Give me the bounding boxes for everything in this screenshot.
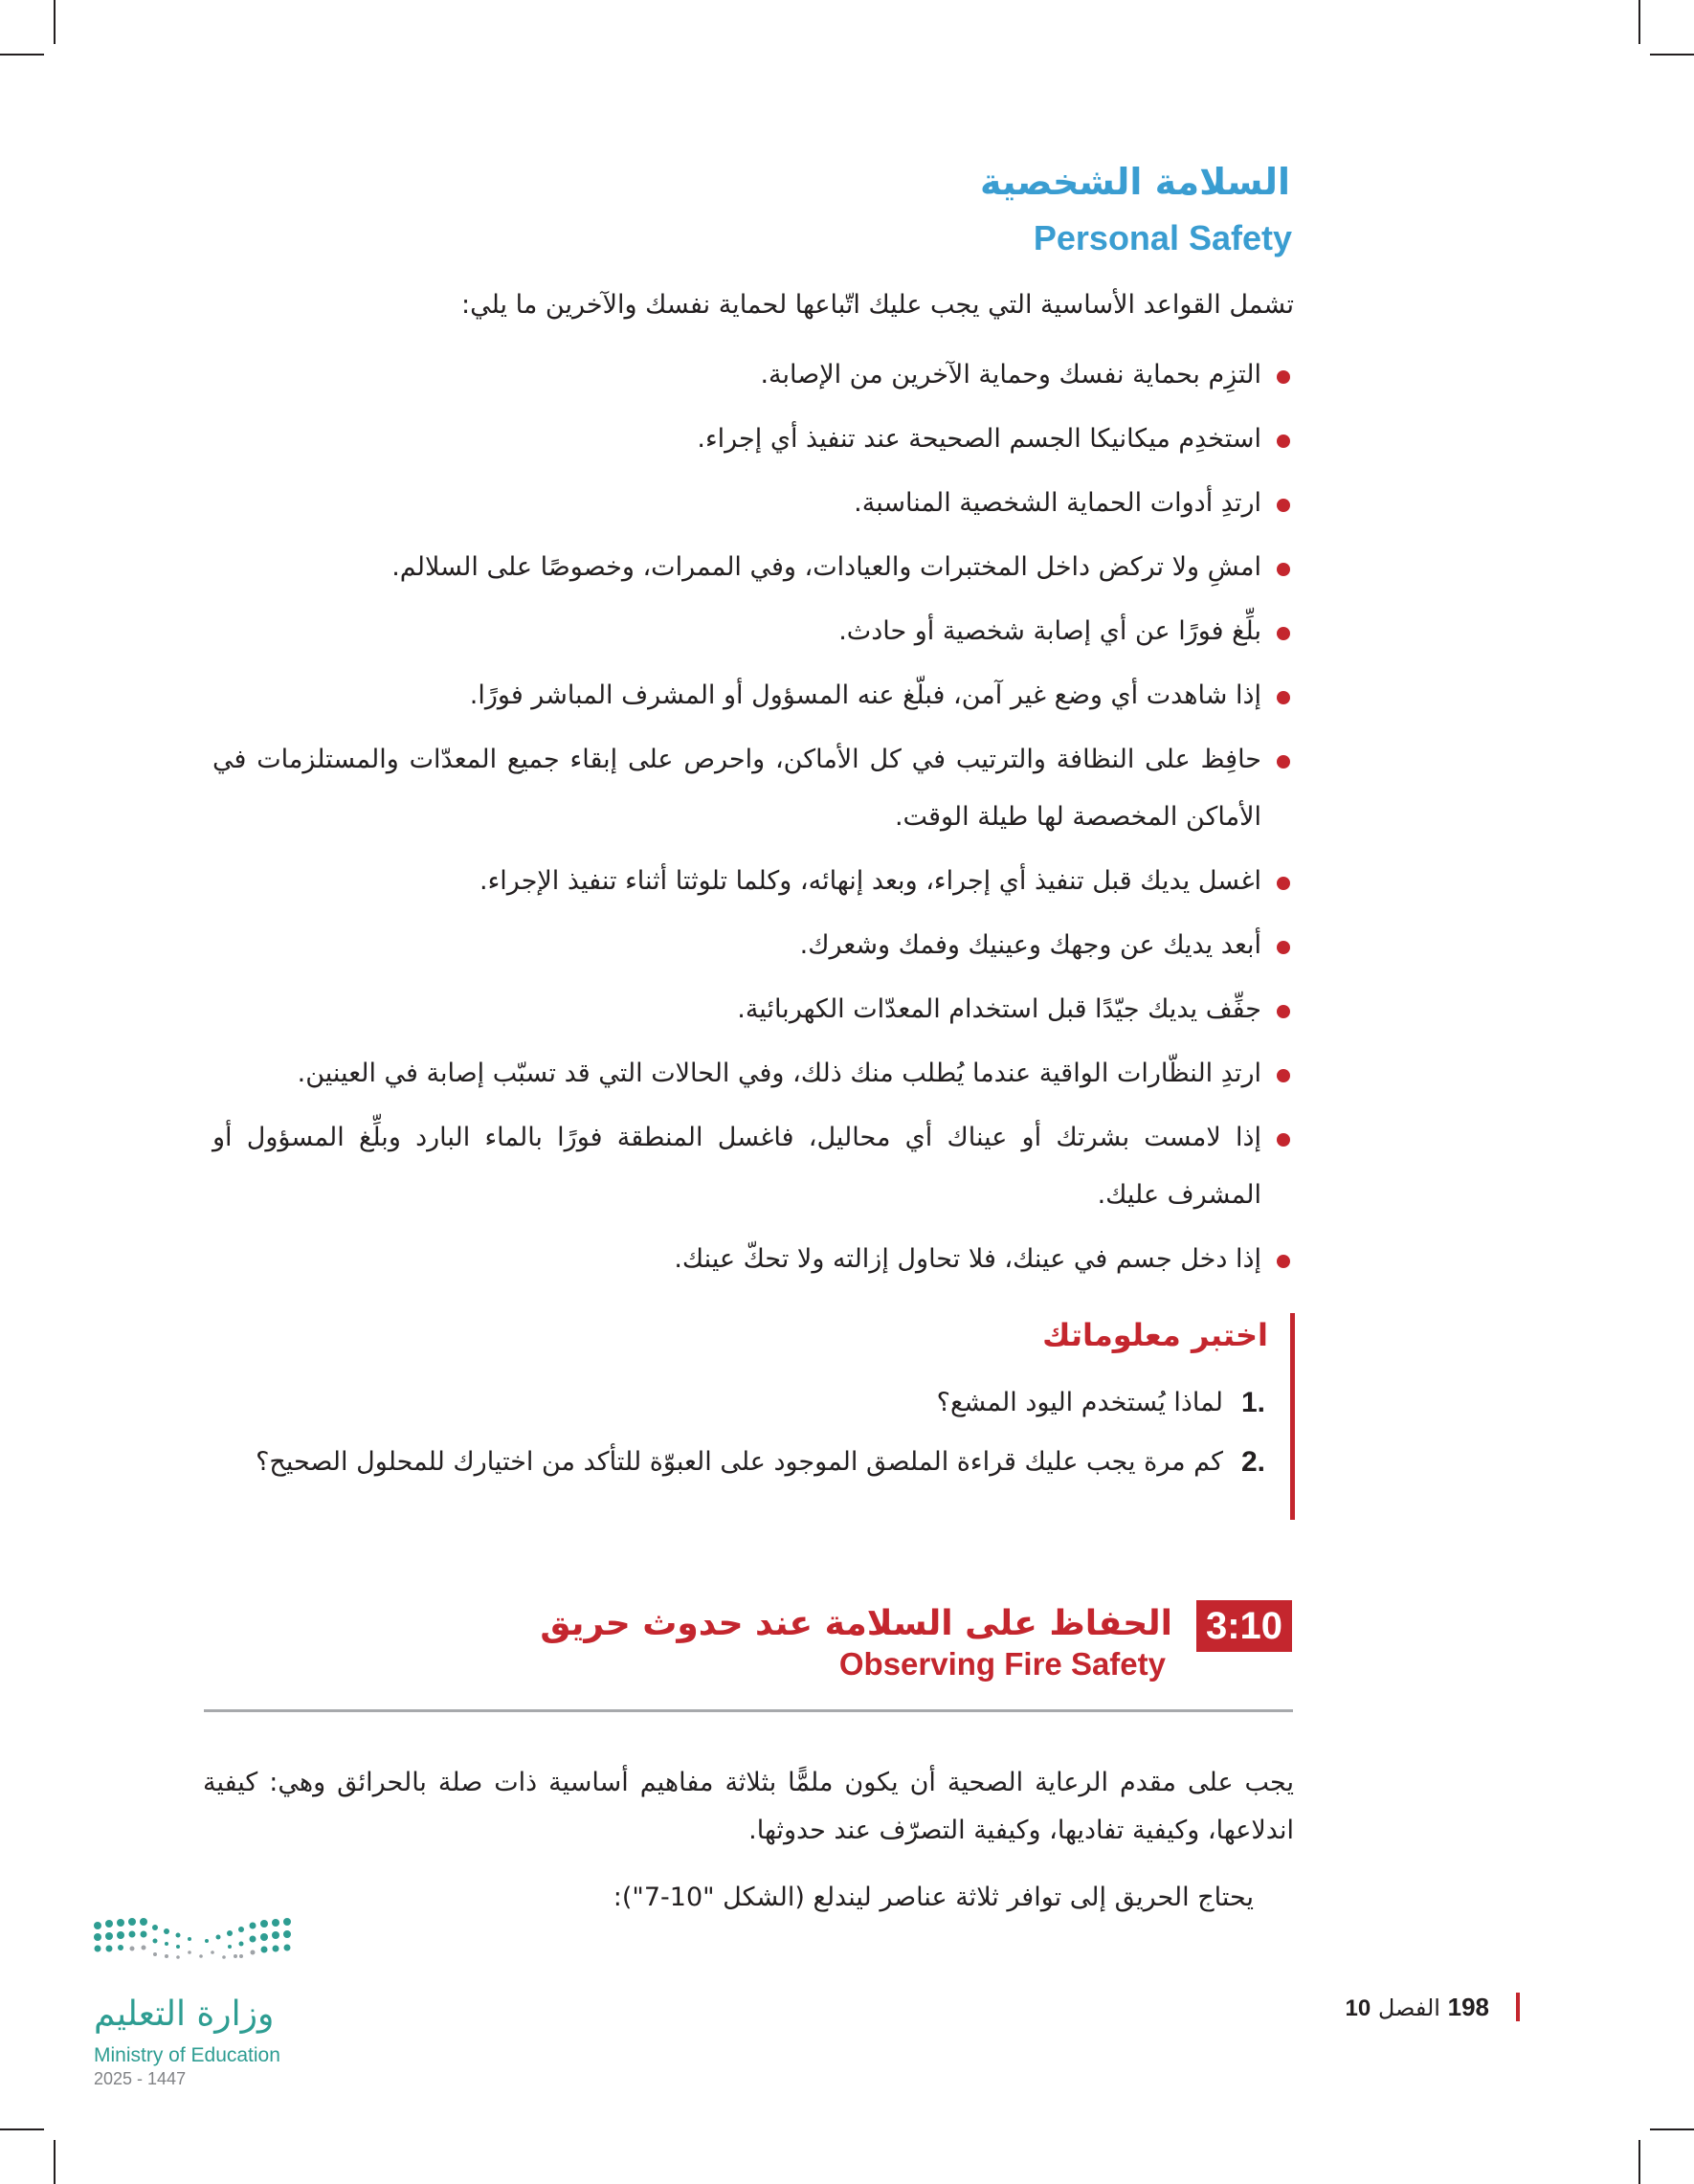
list-item-text: إذا لامست بشرتك أو عيناك أي محاليل، فاغسل المنطقة فورًا بالماء البارد وبلِّغ المسؤول أو المشرف عليك. — [212, 1123, 1261, 1210]
bullet-icon — [1277, 435, 1290, 448]
bullet-icon — [1277, 941, 1290, 954]
bullet-icon — [1277, 563, 1290, 576]
bullet-icon — [1277, 755, 1290, 769]
list-item — [212, 917, 1294, 974]
list-item-text: اغسل يديك قبل تنفيذ أي إجراء، وبعد إنهائه، وكلما تلوثتا أثناء تنفيذ الإجراء. — [479, 866, 1261, 896]
list-item-text: أبعد يديك عن وجهك وعينيك وفمك وشعرك. — [799, 930, 1261, 960]
ministry-logo-icon — [92, 1914, 312, 2058]
section-title-english: Observing Fire Safety — [838, 1646, 1166, 1682]
crop-mark — [54, 0, 56, 44]
bullet-icon — [1277, 1255, 1290, 1268]
list-item — [212, 853, 1294, 910]
list-item-text: حافِظ على النظافة والترتيب في كل الأماكن، واحرص على إبقاء جميع المعدّات والمستلزمات في الأماكن المخصصة لها طيلة الوقت. — [212, 745, 1261, 832]
crop-mark — [54, 2140, 56, 2184]
folio-accent-bar — [1516, 1993, 1520, 2021]
quiz-question — [203, 1374, 1265, 1432]
list-item — [212, 981, 1294, 1038]
ministry-year: 2025 - 1447 — [94, 2069, 187, 2088]
bullet-icon — [1277, 877, 1290, 890]
list-item — [212, 1109, 1294, 1224]
bullet-icon — [1277, 1133, 1290, 1147]
bullet-icon — [1277, 370, 1290, 384]
list-item — [212, 1045, 1294, 1103]
list-item-text: جفِّف يديك جيّدًا قبل استخدام المعدّات الكهربائية. — [737, 994, 1261, 1024]
chapter-label: الفصل — [1377, 1995, 1440, 2021]
section-number-badge: 3:10 — [1196, 1600, 1292, 1652]
list-item — [212, 731, 1294, 846]
list-item-text: إذا دخل جسم في عينك، فلا تحاول إزالته ولا تحكّ عينك. — [674, 1244, 1261, 1274]
fire-paragraph: يجب على مقدم الرعاية الصحية أن يكون ملمًّا بثلاثة مفاهيم أساسية ذات صلة بالحرائق وهي: كيفية اندلاعها، وكيفية تفاديها، وكيفية التصرّف عند حدوثها. — [203, 1768, 1294, 1845]
list-item-text: ارتدِ النظّارات الواقية عندما يُطلب منك ذلك، وفي الحالات التي قد تسبّب إصابة في العينين. — [297, 1059, 1261, 1088]
crop-mark — [0, 54, 44, 56]
list-item — [212, 539, 1294, 596]
list-item — [212, 475, 1294, 532]
crop-mark — [1638, 2140, 1640, 2184]
list-item-text: ارتدِ أدوات الحماية الشخصية المناسبة. — [854, 488, 1261, 518]
list-item — [212, 346, 1294, 404]
list-item — [212, 603, 1294, 660]
section-title-arabic: الحفاظ على السلامة عند حدوث حريق — [540, 1604, 1172, 1643]
list-item — [212, 411, 1294, 468]
list-item-text: امشِ ولا تركض داخل المختبرات والعيادات، وفي الممرات، وخصوصًا على السلالم. — [391, 552, 1261, 582]
bullet-icon — [1277, 499, 1290, 512]
list-item — [212, 667, 1294, 724]
list-item-text: إذا شاهدت أي وضع غير آمن، فبلّغ عنه المسؤول أو المشرف المباشر فورًا. — [469, 680, 1261, 710]
bullet-icon — [1277, 1069, 1290, 1082]
crop-mark — [1638, 0, 1640, 44]
fire-paragraph: يحتاج الحريق إلى توافر ثلاثة عناصر ليندلع (الشكل "10-7"): — [613, 1883, 1254, 1912]
list-item-text: بلِّغ فورًا عن أي إصابة شخصية أو حادث. — [838, 616, 1261, 646]
intro-paragraph: تشمل القواعد الأساسية التي يجب عليك اتّباعها لحماية نفسك والآخرين ما يلي: — [461, 290, 1294, 320]
bullet-icon — [1277, 627, 1290, 640]
question-text: لماذا يُستخدم اليود المشع؟ — [936, 1388, 1223, 1417]
list-item-text: التزِم بحماية نفسك وحماية الآخرين من الإصابة. — [760, 360, 1261, 390]
question-text: كم مرة يجب عليك قراءة الملصق الموجود على العبوّة للتأكد من اختيارك للمحلول الصحيح؟ — [256, 1447, 1223, 1477]
quiz-question — [203, 1434, 1265, 1491]
crop-mark — [1650, 54, 1694, 56]
page-number: 198 — [1447, 1993, 1489, 2021]
section-divider — [204, 1709, 1293, 1712]
ministry-name-arabic: وزارة التعليم — [94, 1995, 275, 2034]
ministry-name-english: Ministry of Education — [94, 2044, 280, 2066]
section-title-arabic: السلامة الشخصية — [980, 161, 1290, 203]
list-item-text: استخدِم ميكانيكا الجسم الصحيحة عند تنفيذ أي إجراء. — [697, 424, 1261, 454]
bullet-icon — [1277, 691, 1290, 704]
bullet-icon — [1277, 1005, 1290, 1018]
question-number: 2. — [1240, 1446, 1265, 1478]
safety-rules-list — [212, 346, 1294, 1295]
page-folio — [1346, 1993, 1489, 2022]
list-item — [212, 1231, 1294, 1288]
question-number: 1. — [1240, 1387, 1265, 1418]
quiz-accent-bar — [1290, 1313, 1295, 1520]
crop-mark — [1650, 2128, 1694, 2130]
crop-mark — [0, 2128, 44, 2130]
chapter-number: 10 — [1345, 1995, 1371, 2021]
section-title-english: Personal Safety — [1033, 218, 1292, 257]
quiz-title: اختبر معلوماتك — [1042, 1317, 1268, 1353]
quiz-questions — [203, 1374, 1265, 1493]
